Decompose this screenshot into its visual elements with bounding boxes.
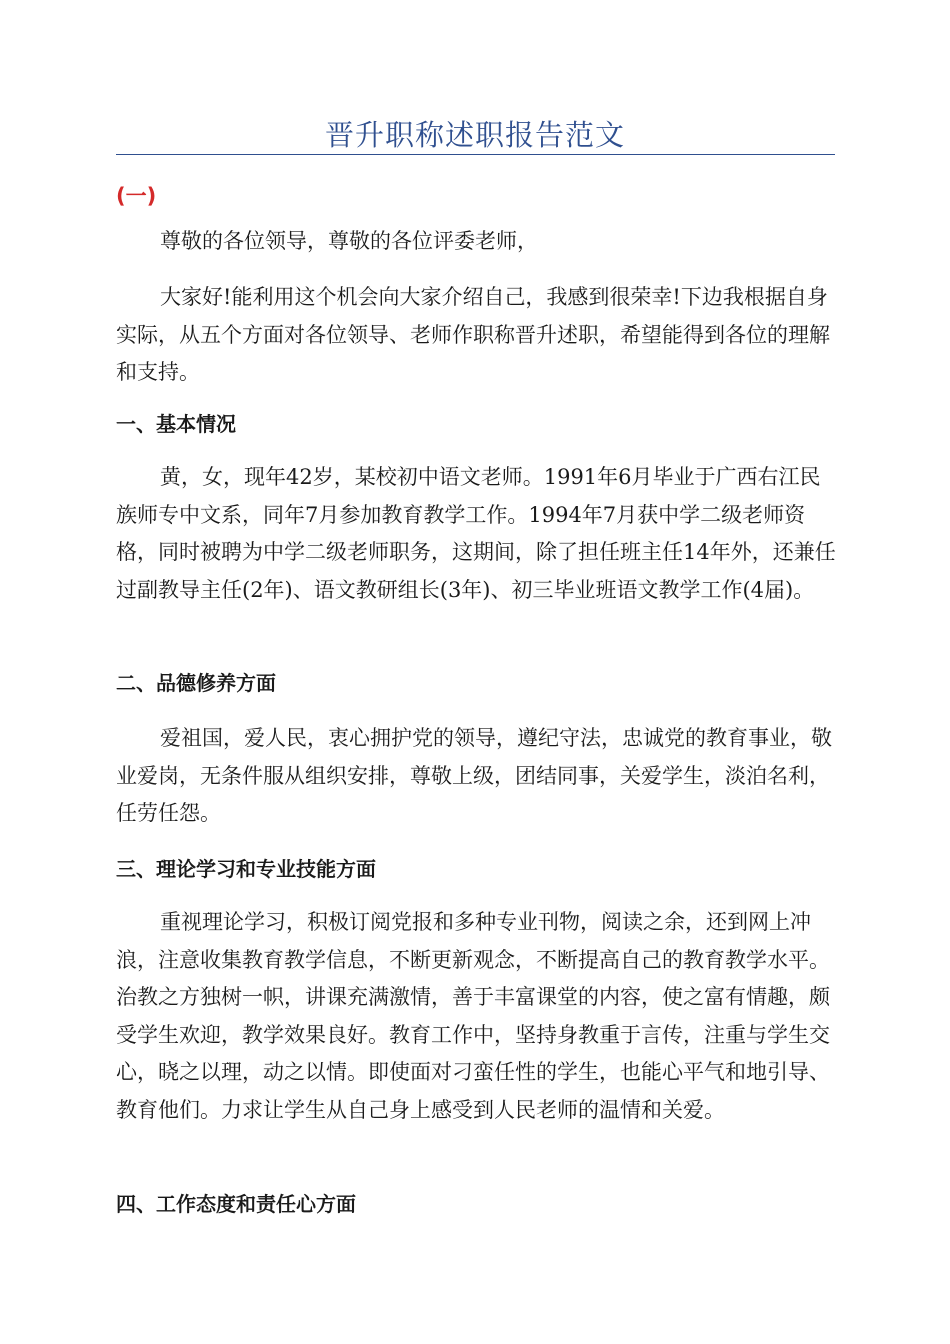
section-heading-2: 二、品德修养方面 bbox=[116, 671, 276, 695]
section-body-3: 重视理论学习，积极订阅党报和多种专业刊物，阅读之余，还到网上冲浪，注意收集教育教学信息，不断更新观念，不断提高自己的教育教学水平。治教之方独树一帜，讲课充满激情，善于丰富课堂的内容，使之富有情趣，颇受学生欢迎，教学效果良好。教育工作中，坚持身教重于言传，注重与学生交心，晓之以理，动之以情。即使面对刁蛮任性的学生，也能心平气和地引导、教育他们。力求让学生从自己身上感受到人民老师的温情和关爱。 bbox=[116, 910, 830, 1122]
section-body-2: 爱祖国，爱人民，衷心拥护党的领导，遵纪守法，忠诚党的教育事业，敬业爱岗，无条件服从组织安排，尊敬上级，团结同事，关爱学生，淡泊名利，任劳任怨。 bbox=[116, 726, 832, 825]
part-marker: (一) bbox=[116, 184, 157, 208]
salutation: 尊敬的各位领导，尊敬的各位评委老师， bbox=[160, 229, 538, 253]
document-title: 晋升职称述职报告范文 bbox=[324, 118, 625, 152]
section-heading-1: 一、基本情况 bbox=[116, 412, 236, 436]
section-heading-4: 四、工作态度和责任心方面 bbox=[116, 1192, 356, 1216]
title-underline bbox=[116, 154, 835, 155]
intro-paragraph: 大家好!能利用这个机会向大家介绍自己，我感到很荣幸!下边我根据自身实际，从五个方面对各位领导、老师作职称晋升述职，希望能得到各位的理解和支持。 bbox=[116, 285, 830, 384]
section-body-1: 黄，女，现年42岁，某校初中语文老师。1991年6月毕业于广西右江民族师专中文系，同年7月参加教育教学工作。1994年7月获中学二级老师资格，同时被聘为中学二级老师职务，这期间，除了担任班主任14年外，还兼任过副教导主任(2年)、语文教研组长(3年)、初三毕业班语文教学工作(4届)。 bbox=[116, 465, 836, 602]
section-heading-3: 三、理论学习和专业技能方面 bbox=[116, 857, 376, 881]
